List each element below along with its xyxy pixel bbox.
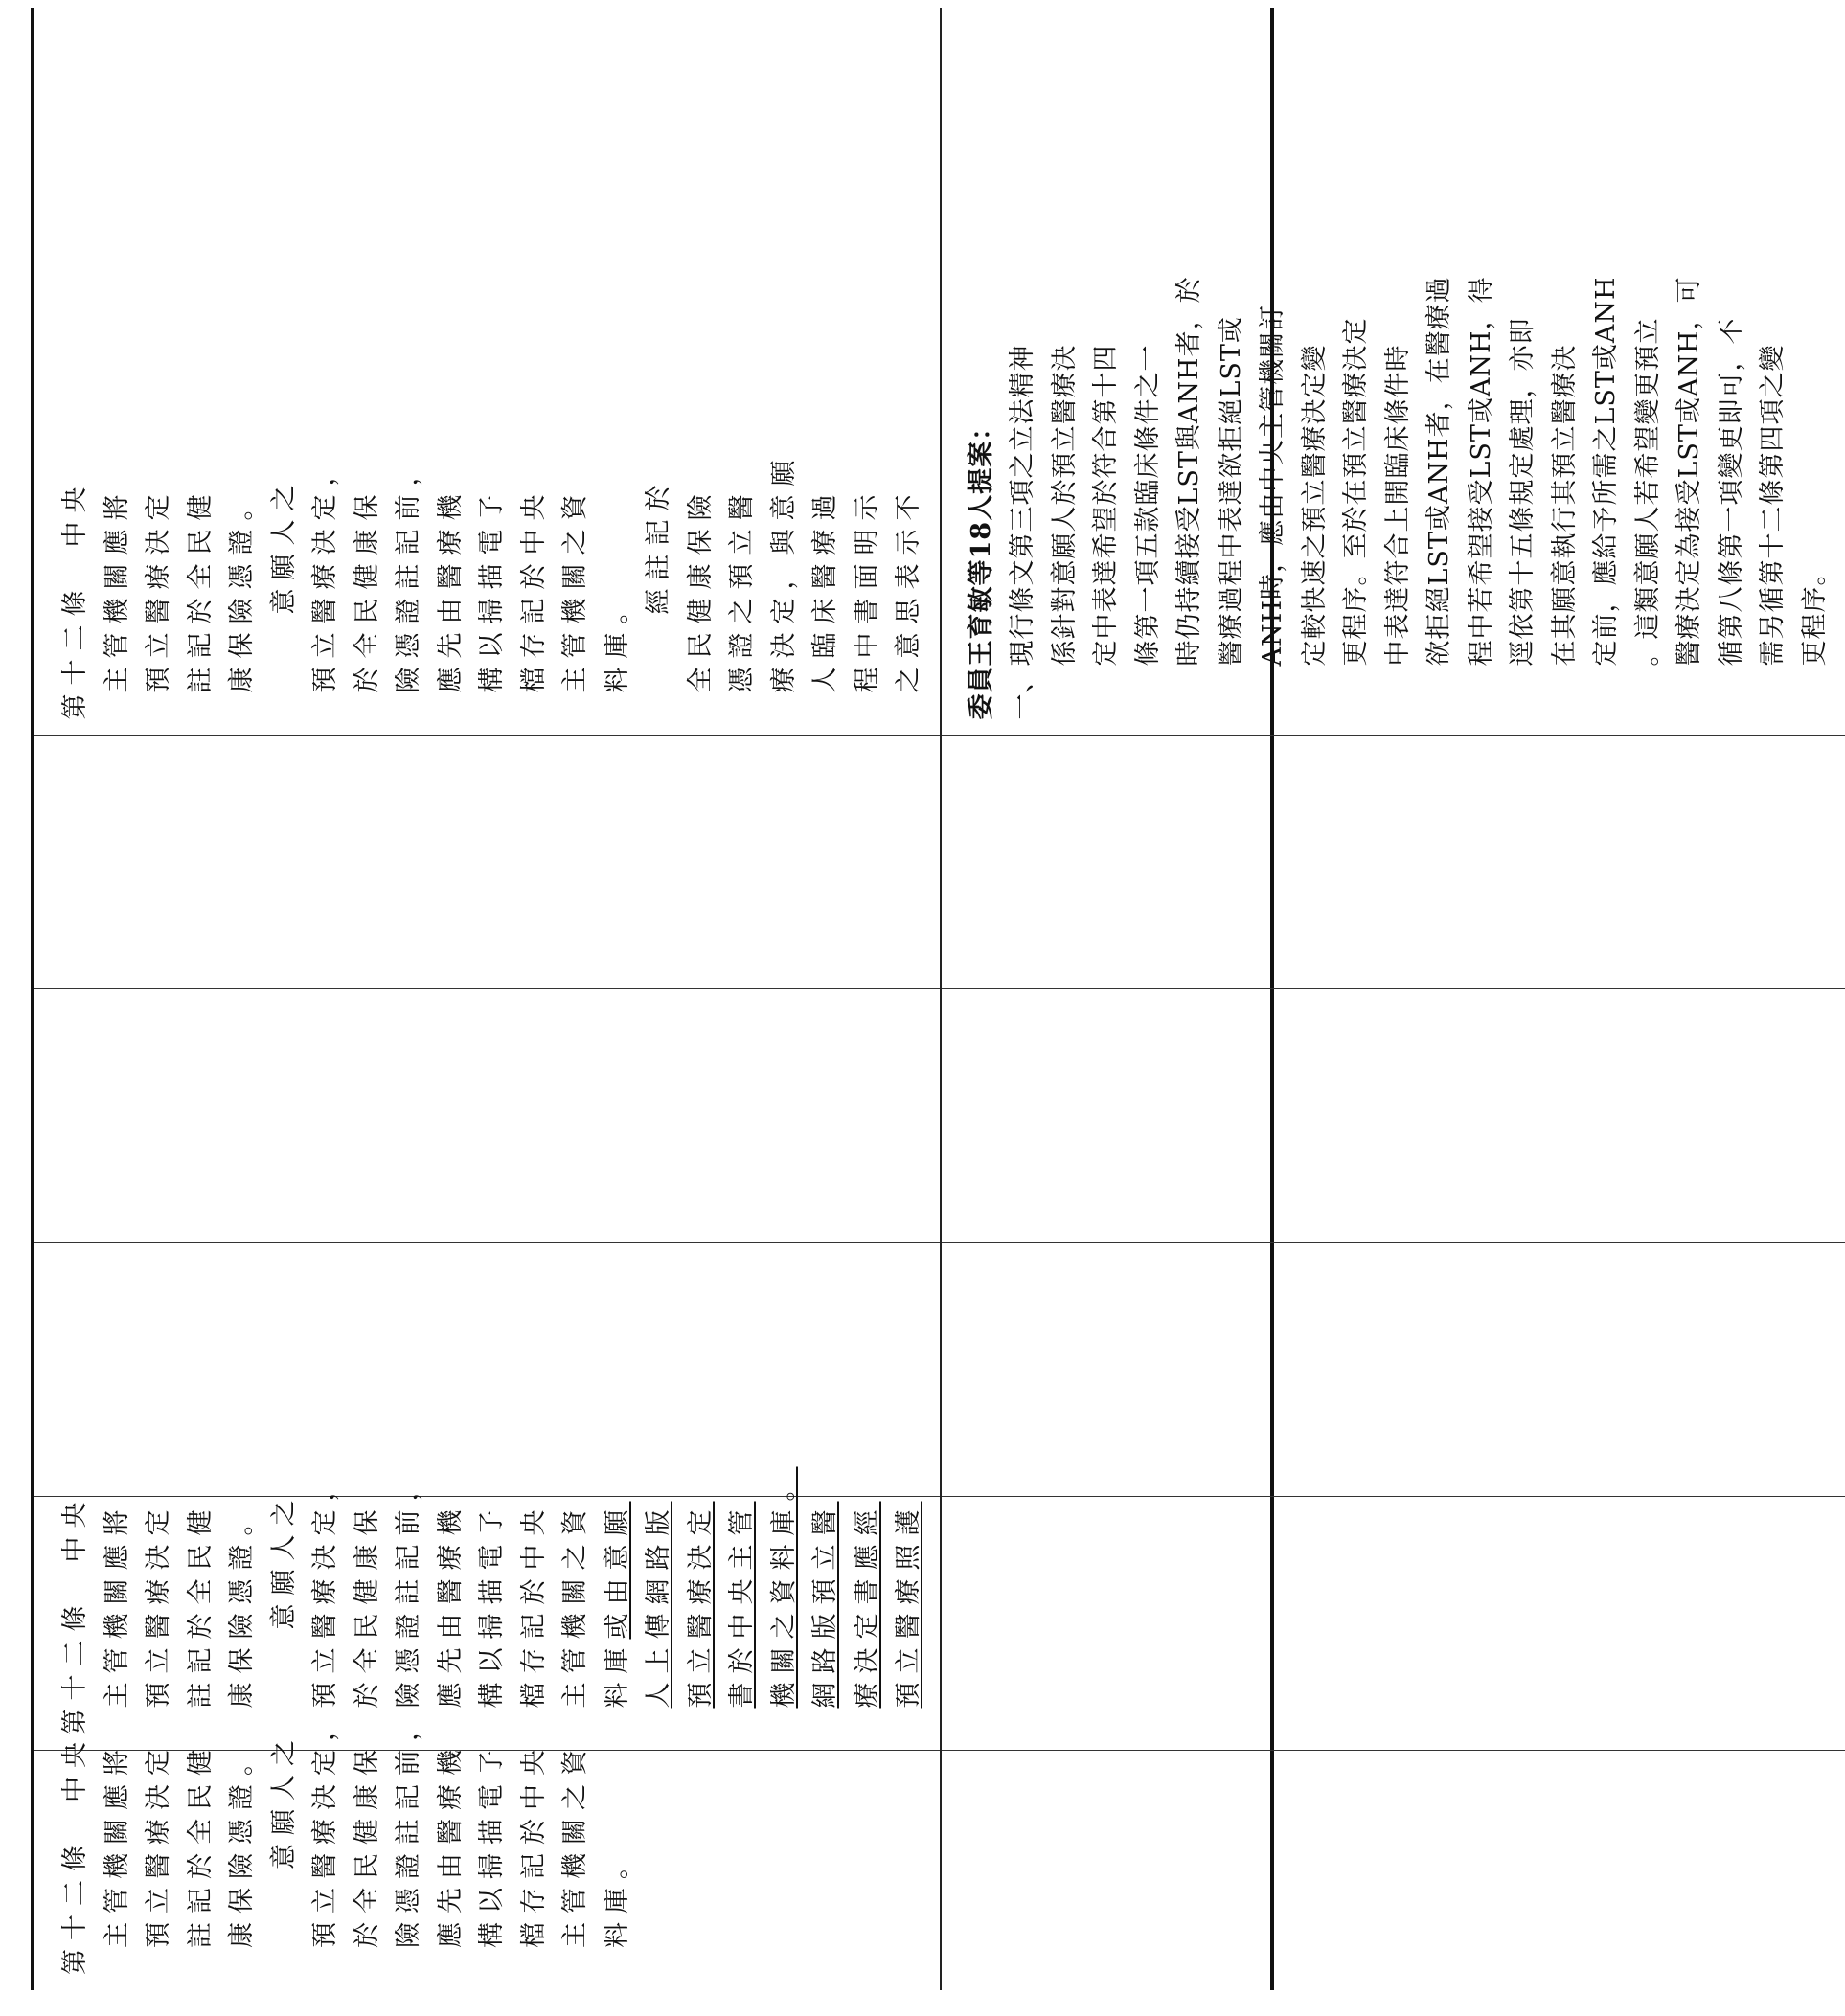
text-line: 主管機關之資 <box>560 486 590 693</box>
cell-empty <box>941 1751 1845 1990</box>
cell-proposal-a <box>34 1466 941 1751</box>
text-line: 險憑證註記前， <box>394 1707 423 1948</box>
text-line: 檔存記於中央 <box>518 1741 549 1948</box>
text-line: 主管機關之資 <box>560 1741 590 1948</box>
text-line: 構以掃描電子 <box>477 1501 507 1709</box>
text-line: 第十二條 中央 <box>60 1733 90 1975</box>
comparison-table <box>34 8 1845 1990</box>
text-line: 人臨床醫療過 <box>810 486 840 693</box>
text-line: 定中表達希望於符合第十四 <box>1091 344 1121 667</box>
text-line: 康保險憑證。 <box>227 486 257 693</box>
amended-text-line: 網路版預立醫 <box>810 1501 840 1709</box>
text-line: 預立醫療決定， <box>310 1466 340 1709</box>
text-line: 經註記於 <box>644 476 673 615</box>
cell-empty <box>34 1243 941 1497</box>
text-line: 於全民健康保 <box>352 486 382 693</box>
text-line: 主管機關應將 <box>102 486 132 693</box>
text-line: 險憑證註記前， <box>394 1466 423 1709</box>
text-line: 主管機關應將 <box>102 1501 132 1709</box>
text-line: 需另循第十二條第四項之變 <box>1758 344 1788 667</box>
amended-text-line: 療決定書應經 <box>852 1501 882 1709</box>
text-line: 之意思表示不 <box>894 486 923 693</box>
text-segment: 料庫 <box>602 1639 632 1709</box>
text-line: 預立醫療決定， <box>310 1707 340 1948</box>
text-line: 構以掃描電子 <box>477 1741 507 1948</box>
text-line: 在其願意執行其預立醫療決 <box>1549 344 1580 667</box>
text-line: 程中若希望接受LST或ANH，得 <box>1466 276 1496 667</box>
cell-empty <box>941 1497 1845 1751</box>
text-line: 主管機關之資 <box>560 1501 590 1709</box>
text-line: 條第一項五款臨床條件之一 <box>1132 344 1163 667</box>
text-line: 於全民健康保 <box>352 1741 382 1948</box>
cell-empty <box>941 989 1845 1243</box>
amended-text-line: 預立醫療決定 <box>685 1501 716 1709</box>
text-line: 應先由醫療機 <box>435 486 466 693</box>
cell-empty <box>34 989 941 1243</box>
text-line: 中表達符合上開臨床條件時 <box>1382 344 1413 667</box>
text-line: 係針對意願人於預立醫療決 <box>1049 344 1080 667</box>
text-line: 預立醫療決定， <box>310 451 340 693</box>
text-line: 欲拒絕LST或ANH者，在醫療過 <box>1424 276 1454 667</box>
text-line: 檔存記於中央 <box>518 486 549 693</box>
text-line: 預立醫療決定 <box>144 486 173 693</box>
amended-text-line: 人上傳網路版 <box>644 1501 673 1709</box>
text-line: ANH時，應由中央主管機關訂 <box>1258 304 1287 667</box>
text-line: 構以掃描電子 <box>477 486 507 693</box>
amended-text-line: 預立醫療照護 <box>894 1501 923 1709</box>
text-line: 意願人之 <box>268 1491 299 1630</box>
text-line: 更程序。至於在預立醫療決定 <box>1341 317 1371 667</box>
text-line: 康保險憑證。 <box>227 1741 257 1948</box>
text-line: 註記於全民健 <box>185 486 216 693</box>
text-line: 預立醫療決定 <box>144 1501 173 1709</box>
text-line: 定較快速之預立醫療決定變 <box>1299 344 1330 667</box>
text-line: 循第八條第一項變更即可，不 <box>1716 317 1746 667</box>
cell-empty <box>941 1243 1845 1497</box>
cell-empty <box>941 736 1845 989</box>
text-line: 意願人之 <box>268 476 299 615</box>
text-line: 第十二條 中央 <box>60 478 90 720</box>
text-line: 。這類意願人若希望變更預立 <box>1632 317 1663 667</box>
text-line: 預立醫療決定 <box>144 1741 173 1948</box>
proposal-heading: 委員王育敏等18人提案： <box>966 413 996 720</box>
cell-empty <box>34 736 941 989</box>
cell-explanation <box>941 8 1845 736</box>
text-line: 意願人之 <box>268 1732 299 1869</box>
text-line: 於全民健康保 <box>352 1501 382 1709</box>
text-line: 險憑證註記前， <box>394 451 423 693</box>
text-line <box>597 1501 639 1735</box>
text-line: 一、現行條文第三項之立法精神 <box>1008 344 1037 720</box>
text-line: 料庫。 <box>602 589 632 693</box>
text-line: 逕依第十五條規定處理，亦即 <box>1508 317 1538 667</box>
text-line: 第十二條 中央 <box>60 1493 90 1735</box>
amended-text-line: 書於中央主管 <box>727 1501 757 1709</box>
text-line: 療決定，與意願 <box>768 451 799 693</box>
text-line: 料庫。 <box>602 1845 632 1948</box>
cell-proposal-b <box>34 8 941 736</box>
text-line: 檔存記於中央 <box>518 1501 549 1709</box>
text-line: 應先由醫療機 <box>435 1501 466 1709</box>
text-line: 時仍持續接受LST與ANH者，於 <box>1174 276 1204 667</box>
amended-text: 或由意願 <box>602 1501 632 1640</box>
text-line: 定前，應給予所需之LST或ANH <box>1591 276 1621 667</box>
cell-current-law <box>34 1707 941 1990</box>
text-line: 醫療決定為接受LST或ANH，可 <box>1674 276 1704 667</box>
text-line: 康保險憑證。 <box>227 1501 257 1709</box>
text-line: 程中書面明示 <box>852 486 882 693</box>
text-line: 註記於全民健 <box>185 1741 216 1948</box>
text-line: 憑證之預立醫 <box>727 486 757 693</box>
text-line: 註記於全民健 <box>185 1501 216 1709</box>
text-line: 主管機關應將 <box>102 1741 132 1948</box>
text-line: 更程序。 <box>1799 558 1830 667</box>
text-line: 醫療過程中表達欲拒絕LST或 <box>1216 316 1246 667</box>
text-line: 應先由醫療機 <box>435 1741 466 1948</box>
amended-text-line: 機關之資料庫。 <box>768 1466 799 1709</box>
text-line: 全民健康保險 <box>685 486 716 693</box>
